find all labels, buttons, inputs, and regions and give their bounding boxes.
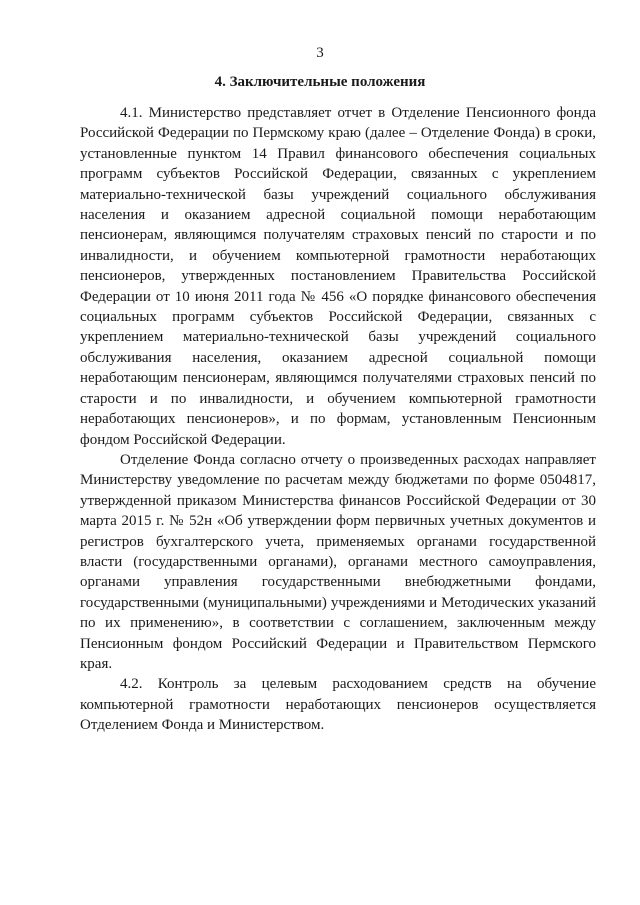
paragraph-4-1: 4.1. Министерство представляет отчет в Отделение Пенсионного фонда Российской Федерации по Пермскому краю (далее – Отделение Фонда) в сроки, установленные пунктом 14 Правил финансового обеспечения социальных программ субъектов Российской Федерации, связанных с укреплением материально-технической базы учреждений социального обслуживания населения и оказанием адресной социальной помощи неработающим пенсионерам, являющимся получателям страховых пенсий по старости и по инвалидности, и обучением компьютерной грамотности неработающих пенсионеров, утвержденных постановлением Правительства Российской Федерации от 10 июня 2011 года № 456 «О порядке финансового обеспечения социальных программ субъектов Российской Федерации, связанных с укреплением материально-технической базы учреждений социального обслуживания населения, оказанием адресной социальной помощи неработающим пенсионерам, являющимся получателями страховых пенсий по старости и по инвалидности, и обучением компьютерной грамотности неработающих пенсионеров», и по формам, установленным Пенсионным фондом Российской Федерации. <box>80 105 596 448</box>
paragraph-4-2: 4.2. Контроль за целевым расходованием средств на обучение компьютерной грамотности неработающих пенсионеров осуществляется Отделением Фонда и Министерством. <box>80 676 596 734</box>
page-number: 3 <box>316 45 324 61</box>
paragraph-fund-notification: Отделение Фонда согласно отчету о произведенных расходах направляет Министерству уведомление по расчетам между бюджетами по форме 0504817, утвержденной приказом Министерства финансов Российской Федерации от 30 марта 2015 г. № 52н «Об утверждении форм первичных учетных документов и регистров бухгалтерского учета, применяемых органами государственной власти (государственными органами), органами местного самоуправления, органами управления государственными внебюджетными фондами, государственными (муниципальными) учреждениями и Методических указаний по их применению», в соответствии с соглашением, заключенным между Пенсионным фондом Российский Федерации и Правительством Пермского края. <box>80 451 596 672</box>
section-heading: 4. Заключительные положения <box>214 74 426 90</box>
body-text <box>80 103 596 736</box>
